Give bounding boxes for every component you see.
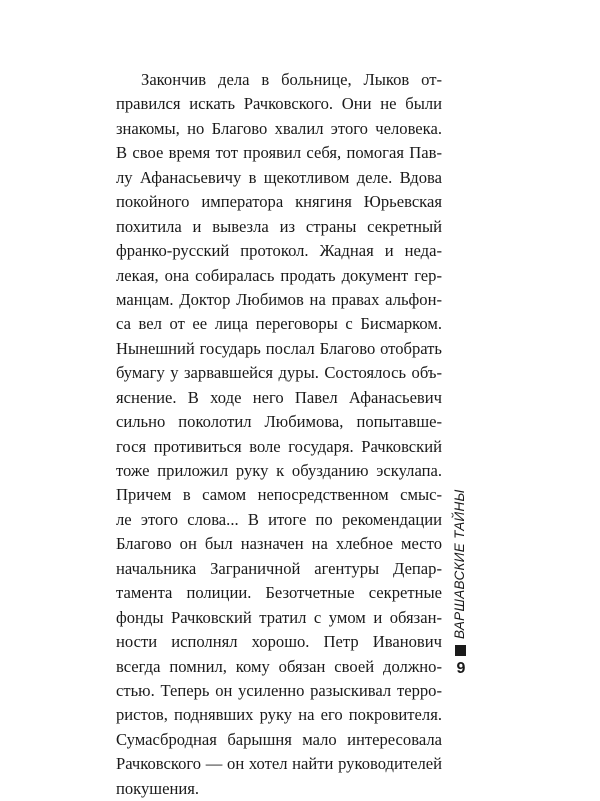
text-line: са вел от ее лица переговоры с Бисмарком. (116, 314, 442, 334)
text-line: знакомы, но Благово хвалил этого человека. (116, 118, 442, 138)
text-line: покушения. (116, 778, 199, 798)
text-line: манцам. Доктор Любимов на правах альфон- (116, 289, 442, 309)
text-line: тамента полиции. Безотчетные секретные (116, 583, 442, 603)
text-line: фонды Рачковский тратил с умом и обязан- (116, 607, 442, 627)
text-line: ле этого слова... В итоге по рекомендации (116, 509, 442, 529)
text-line: В свое время тот проявил себя, помогая Пав- (116, 143, 442, 163)
text-line: ристов, поднявших руку на его покровителя. (116, 705, 442, 725)
text-line: похитила и вывезла из страны секретный (116, 216, 442, 236)
text-line: гося противиться воле государя. Рачковский (116, 436, 442, 456)
text-line: франко-русский протокол. Жадная и неда- (116, 241, 442, 261)
text-line: Благово он был назначен на хлебное место (116, 534, 442, 554)
text-line: Рачковского — он хотел найти руководителей (116, 754, 442, 774)
text-line: стью. Теперь он усиленно разыскивал терро- (116, 680, 442, 700)
text-line: лекая, она собиралась продать документ гер- (116, 265, 442, 285)
text-line: покойного императора княгиня Юрьевская (116, 192, 442, 212)
text-line: Причем в самом непосредственном смыс- (116, 485, 442, 505)
text-line: яснение. В ходе него Павел Афанасьевич (116, 387, 442, 407)
running-head (448, 466, 472, 656)
text-line: начальника Заграничной агентуры Депар- (116, 558, 442, 578)
text-line: бумагу у зарвавшейся дуры. Состоялось объ- (116, 363, 442, 383)
text-line: Сумасбродная барышня мало интересовала (116, 729, 442, 749)
text-line: всегда помнил, кому обязан своей должно- (116, 656, 442, 676)
body-text (116, 68, 442, 801)
running-head-title: ВАРШАВСКИЕ ТАЙНЫ (452, 489, 467, 639)
text-line: тоже приложил руку к обузданию эскулапа. (116, 461, 442, 480)
text-line: правился искать Рачковского. Они не были (116, 94, 442, 114)
text-line: Закончив дела в больнице, Лыков от- (141, 70, 442, 89)
text-line: Нынешний государь послал Благово отобрать (116, 338, 442, 358)
square-bullet-icon (455, 645, 466, 656)
page-number: 9 (456, 660, 466, 677)
text-line: лу Афанасьевичу в щекотливом деле. Вдова (116, 167, 442, 187)
text-line: ности исполнял хорошо. Петр Иванович (116, 632, 442, 652)
text-line: сильно поколотил Любимова, попытавше- (116, 412, 442, 432)
